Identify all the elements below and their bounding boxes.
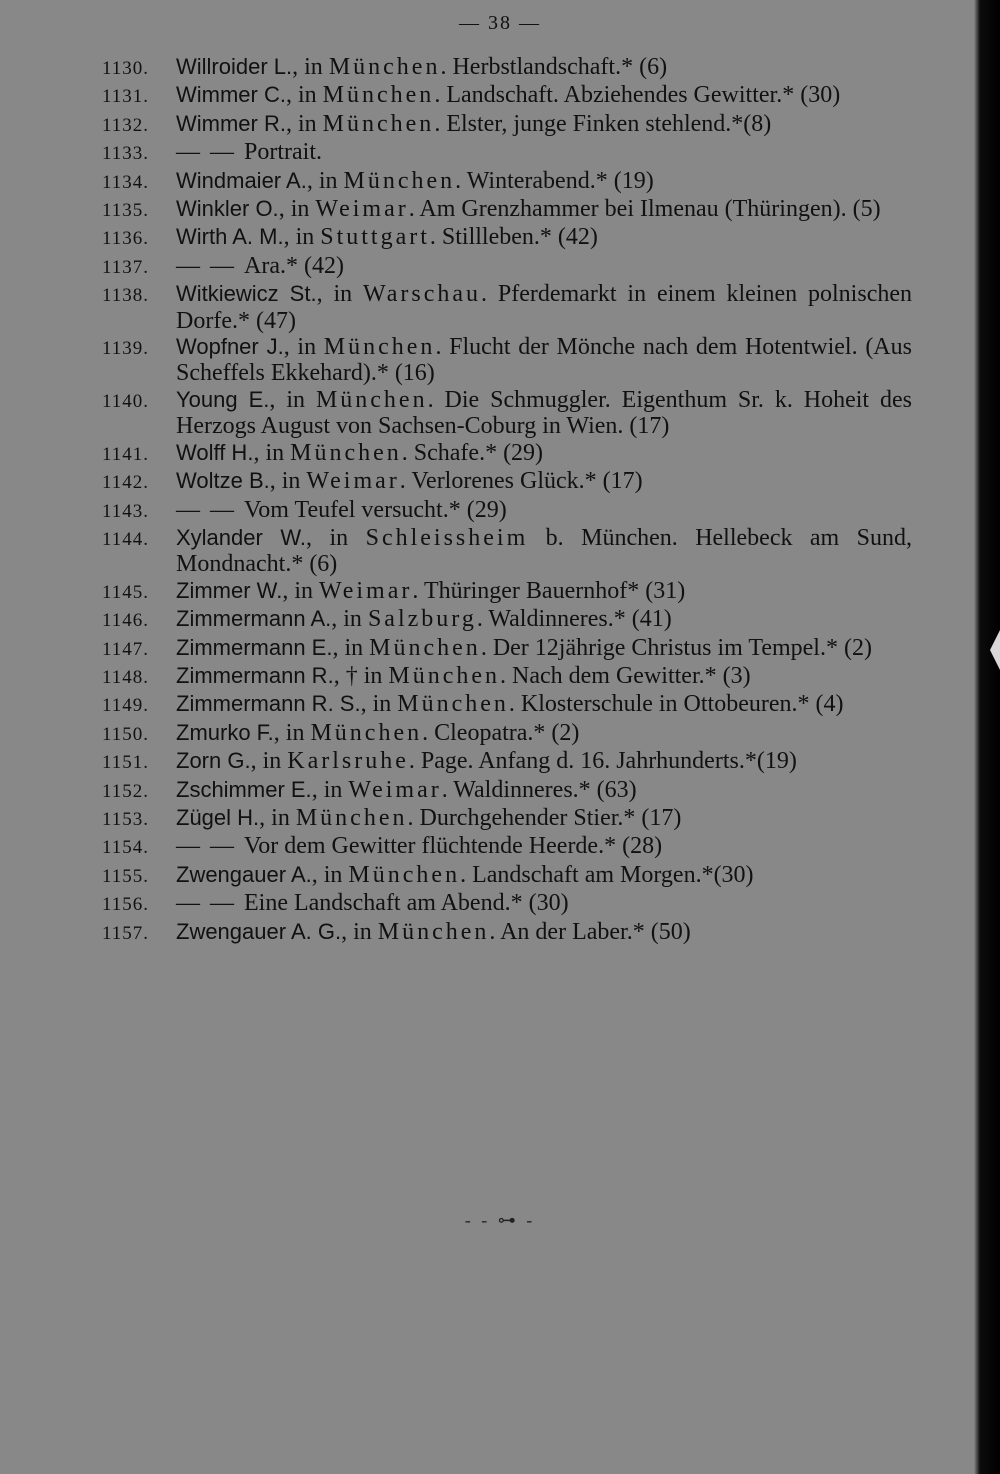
artist-name: Young E. [176,386,270,412]
entry-number: 1140. [102,390,150,412]
artist-name: Zmurko F. [176,719,274,745]
artist-name: Wirth A. M. [176,224,284,250]
entry-number: 1136. [102,228,150,250]
artist-city: Weimar [319,577,413,604]
artwork-title: . Landschaft. Abziehendes Gewitter.* (30) [434,82,841,109]
entry-text [176,281,912,334]
entry-number: 1130. [102,58,150,79]
entry-number: 1157. [102,922,150,944]
entry-number: 1156. [102,894,150,916]
catalog-entry [102,805,912,833]
entry-connector: , in [311,861,349,888]
artist-name: Xylander W. [176,524,307,550]
catalog-entry [102,253,912,281]
entry-connector: , in [259,804,296,831]
artist-name: Zimmermann R. S. [176,691,361,717]
artist-city: München [295,804,408,831]
entry-text [176,606,912,632]
artist-name: Zwengauer A. G. [176,918,342,944]
artist-name: Zimmer W. [176,577,283,603]
catalog-entry [102,281,912,334]
entry-number: 1135. [102,200,150,222]
entry-text [176,111,912,137]
entry-text [176,663,912,689]
catalog-entry [102,468,912,496]
artist-city: München [388,662,501,689]
catalog-entry [102,82,912,110]
entry-connector: , in [341,918,378,945]
entry-number: 1137. [102,256,150,278]
page-number: — 38 — [459,12,541,34]
artwork-title: . Waldinneres.* (41) [476,606,672,633]
catalog-entry [102,748,912,776]
artist-name: Zschimmer E. [176,776,312,802]
entry-text [176,720,912,746]
entry-connector: , in [306,524,366,551]
catalog-entry [102,833,912,861]
entry-text [176,334,912,387]
artist-city: Weimar [348,776,442,803]
entry-text [176,253,912,279]
artist-name: Windmaier A. [176,167,307,193]
artwork-title: . Schafe.* (29) [401,439,544,466]
artist-city: Weimar [306,468,400,495]
artwork-title: Eine Landschaft am Abend.* (30) [244,890,569,917]
entry-number: 1150. [102,723,150,745]
entry-number: 1138. [102,285,150,307]
entry-text [176,635,912,661]
entry-text [176,805,912,831]
entry-text [176,468,912,494]
entry-connector: , in [278,196,316,223]
artist-city: München [369,634,481,661]
artist-name: Zwengauer A. [176,861,312,887]
entry-connector: , in [285,82,323,109]
artwork-title: Vom Teufel versucht.* (29) [244,496,507,523]
entry-text [176,139,912,165]
entry-text [176,387,912,440]
artwork-title: . Elster, junge Finken stehlend.*(8) [434,110,772,137]
catalog-entry [102,578,912,606]
artist-city: München [322,82,435,109]
artist-name: Willroider L. [176,54,293,79]
entry-number: 1148. [102,666,150,688]
artwork-title: . Durchgehender Stier.* (17) [407,804,682,831]
entry-text [176,833,912,859]
artwork-title: . Page. Anfang d. 16. Jahrhunderts.*(19) [408,748,797,775]
catalog-entry [102,224,912,252]
entry-number: 1155. [102,865,150,887]
entry-number: 1147. [102,638,150,660]
entry-number: 1143. [102,500,150,522]
entry-text [176,440,912,466]
artist-city: Karlsruhe [287,748,409,775]
artist-city: München [310,719,423,746]
artist-name: Zorn G. [176,748,251,774]
entry-connector: , in [282,577,319,604]
artist-name: Woltze B. [176,468,270,494]
entry-number: 1145. [102,581,150,603]
artwork-title: . Cleopatra.* (2) [422,719,580,746]
entry-number: 1134. [102,171,150,193]
entry-number: 1153. [102,808,150,830]
entry-number: 1144. [102,528,150,550]
entry-text [176,497,912,523]
artist-city: München [397,691,509,718]
artwork-title: . Thüringer Bauernhof* (31) [412,577,686,604]
entry-connector: , in [311,776,349,803]
artwork-title: . Verlorenes Glück.* (17) [399,468,643,495]
artist-city: Weimar [315,196,409,223]
artist-city: München [328,54,441,80]
artwork-title: . Am Grenzhammer bei Ilmenau (Thüringen). (5) [408,196,881,223]
entry-text [176,224,912,250]
entry-connector: , in [253,439,291,466]
artist-city: München [323,334,436,361]
entry-number: 1152. [102,780,150,802]
catalog-entry [102,54,912,82]
entry-number: 1133. [102,143,150,165]
artist-name: Zügel H. [176,804,260,830]
catalog-entry [102,777,912,805]
entry-connector: , † in [333,662,389,689]
artist-city: Salzburg [367,606,477,633]
entry-connector: , in [306,167,344,194]
entry-connector: — — [176,833,244,860]
catalog-entry [102,919,912,947]
artwork-title: . Die Schmuggler. Eigenthum Sr. k. Hoheit des Herzogs August von Sachsen-Coburg in Wien. (17) [176,386,912,440]
entry-number: 1151. [102,752,150,774]
entry-text [176,862,912,888]
artwork-title: . An der Laber.* (50) [489,918,691,945]
artist-city: Stuttgart [320,224,430,251]
entry-list [102,54,912,947]
entry-text [176,168,912,194]
entry-connector: , in [283,224,321,251]
entry-text [176,54,912,80]
artwork-title: Portrait. [244,139,322,166]
catalog-entry [102,168,912,196]
entry-connector: — — [176,496,244,523]
entry-text [176,890,912,916]
entry-text [176,919,912,945]
entry-connector: , in [283,334,324,361]
catalog-entry [102,497,912,525]
entry-text [176,82,912,108]
catalog-entry [102,139,912,167]
catalog-entry [102,606,912,634]
entry-text [176,748,912,774]
artist-city: München [377,918,490,945]
entry-text [176,691,912,717]
entry-connector: , in [269,468,307,495]
entry-number: 1142. [102,472,150,494]
entry-connector: , in [360,691,398,718]
entry-connector: , in [331,606,368,633]
catalog-entry [102,862,912,890]
entry-text [176,777,912,803]
artist-city: München [290,439,402,466]
entry-connector: , in [285,110,323,137]
catalog-entry [102,663,912,691]
artwork-title: . Nach dem Gewitter.* (3) [500,662,751,689]
entry-connector: , in [316,281,363,308]
entry-connector: , in [273,719,311,746]
catalog-entry [102,525,912,578]
artist-city: München [322,110,435,137]
artist-name: Zimmermann A. [176,606,332,632]
catalog-entry [102,334,912,387]
entry-connector: — — [176,252,244,279]
artist-name: Zimmermann R. [176,662,334,688]
catalog-entry [102,720,912,748]
artist-name: Wimmer R. [176,110,286,136]
catalog-entry [102,387,912,440]
artist-name: Wopfner J. [176,334,284,360]
entry-number: 1154. [102,837,150,859]
artist-name: Witkiewicz St. [176,281,317,307]
artwork-title: . Waldinneres.* (63) [441,776,637,803]
catalog-entry [102,890,912,918]
entry-connector: , in [292,54,329,80]
entry-connector: , in [250,748,288,775]
footer-ornament: - - ⊶ - [464,1210,536,1230]
entry-text [176,578,912,604]
artwork-title: . Pferdemarkt in einem kleinen polnischen Dorfe.* (47) [176,281,912,334]
artist-name: Wimmer C. [176,82,286,108]
binding-edge-shadow [960,0,1000,1474]
artist-city: München [343,167,456,194]
artist-name: Wolff H. [176,439,254,465]
entry-text [176,196,912,222]
artwork-title: . Winterabend.* (19) [455,167,654,194]
entry-connector: — — [176,139,244,166]
artist-city: Schleissheim [365,524,529,551]
artist-name: Zimmermann E. [176,634,333,660]
artwork-title: . Klosterschule in Ottobeuren.* (4) [508,691,844,718]
entry-number: 1149. [102,695,150,717]
artwork-title: . Landschaft am Morgen.*(30) [460,861,754,888]
catalog-entry [102,111,912,139]
artwork-title: Ara.* (42) [244,252,344,279]
catalog-entry [102,691,912,719]
catalog-entry [102,635,912,663]
catalog-entry [102,196,912,224]
artist-city: München [348,861,461,888]
artwork-title: . Der 12jährige Christus im Tempel.* (2) [480,634,872,661]
artwork-title: b. München. Hellebeck am Sund, Mondnacht.* (6) [176,524,913,578]
artist-city: Warschau [363,281,482,308]
entry-number: 1141. [102,443,150,465]
entry-connector: , in [332,634,370,661]
artwork-title: . Flucht der Mönche nach dem Hotentwiel. (Aus Scheffels Ekkehard).* (16) [176,334,912,387]
entry-number: 1146. [102,610,150,632]
artwork-title: Vor dem Gewitter flüchtende Heerde.* (28) [244,833,663,860]
entry-number: 1132. [102,114,150,136]
entry-text [176,525,912,578]
catalog-entry [102,440,912,468]
artist-city: München [315,386,428,413]
artist-name: Winkler O. [176,196,279,222]
entry-connector: — — [176,890,244,917]
entry-connector: , in [269,386,316,413]
entry-number: 1139. [102,338,150,360]
artwork-title: . Herbstlandschaft.* (6) [440,54,668,80]
entry-number: 1131. [102,86,150,108]
artwork-title: . Stillleben.* (42) [429,224,598,251]
